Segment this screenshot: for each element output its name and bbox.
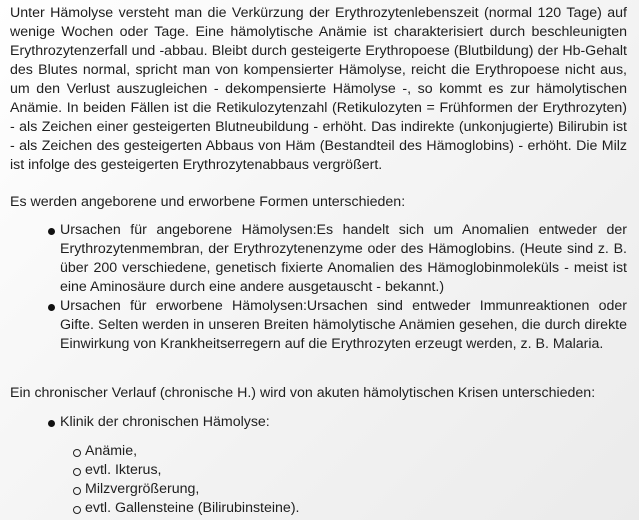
sub-list-item-text: Anämie, (85, 443, 138, 459)
bullet-icon (48, 420, 55, 427)
list-item-text: Ursachen für angeborene Hämolysen:Es handelt sich um Anomalien entweder der Erythrozytenmembran, der Erythrozytenenzyme oder des Hämoglobins. (Heute sind z. B. über 200 verschiedene, genetisch fixierte Anomalien des Hämoglobinmoleküls - meist ist eine Aminosäure durch eine andere ausgetauscht - bekannt.) (60, 222, 627, 295)
sub-list-item-text: evtl. Ikterus, (85, 462, 162, 478)
hollow-bullet-icon (73, 449, 81, 457)
list-item-congenital (60, 221, 627, 297)
forms-intro-paragraph: Es werden angeborene und erworbene Formen unterschieden: (10, 194, 406, 210)
sub-list-item (85, 499, 485, 518)
sub-list-item-text: Milzvergrößerung, (85, 481, 200, 497)
list-item-text: Klinik der chronischen Hämolyse: (60, 414, 270, 430)
list-item-chronic-clinic (60, 413, 627, 432)
course-intro-paragraph: Ein chronischer Verlauf (chronische H.) wird von akuten hämolytischen Krisen unterschieden: (10, 385, 596, 401)
forms-list (60, 221, 627, 354)
hollow-bullet-icon (73, 468, 81, 476)
list-item-acquired (60, 297, 627, 354)
intro-paragraph: Unter Hämolyse versteht man die Verkürzung der Erythrozytenlebenszeit (normal 120 Tage) auf wenige Wochen oder Tage. Eine hämolytische Anämie ist charakterisiert durch beschleunigten Erythrozytenzerfall und -abbau. Bleibt durch gesteigerte Erythropoese (Blutbildung) der Hb-Gehalt des Blutes normal, spricht man von kompensierter Hämolyse, reicht die Erythropoese nicht aus, um den Verlust auszugleichen - dekompensierte Hämolyse -, so kommt es zur hämolytischen Anämie. In beiden Fällen ist die Retikulozytenzahl (Retikulozyten = Frühformen der Erythrozyten) - als Zeichen einer gesteigerten Blutneubildung - erhöht. Das indirekte (unkonjugierte) Bilirubin ist - als Zeichen des gesteigerten Abbaus von Häm (Bestandteil des Hämoglobins) - erhöht. Die Milz ist infolge des gesteigerten Erythrozytenabbaus vergrößert. (10, 5, 627, 173)
sub-list-item (85, 461, 485, 480)
bullet-icon (48, 228, 55, 235)
hollow-bullet-icon (73, 506, 81, 514)
sub-list-item-text: evtl. Gallensteine (Bilirubinsteine). (85, 500, 300, 516)
chronic-symptoms-list (85, 442, 485, 518)
sub-list-item (85, 442, 485, 461)
hollow-bullet-icon (73, 487, 81, 495)
sub-list-item (85, 480, 485, 499)
chronic-list (60, 413, 627, 432)
list-item-text: Ursachen für erworbene Hämolysen:Ursachen sind entweder Immunreaktionen oder Gifte. Selten werden in unseren Breiten hämolytische Anämien gesehen, die durch direkte Einwirkung von Krankheitserregern auf die Erythrozyten erzeugt werden, z. B. Malaria. (60, 298, 627, 352)
bullet-icon (48, 304, 55, 311)
